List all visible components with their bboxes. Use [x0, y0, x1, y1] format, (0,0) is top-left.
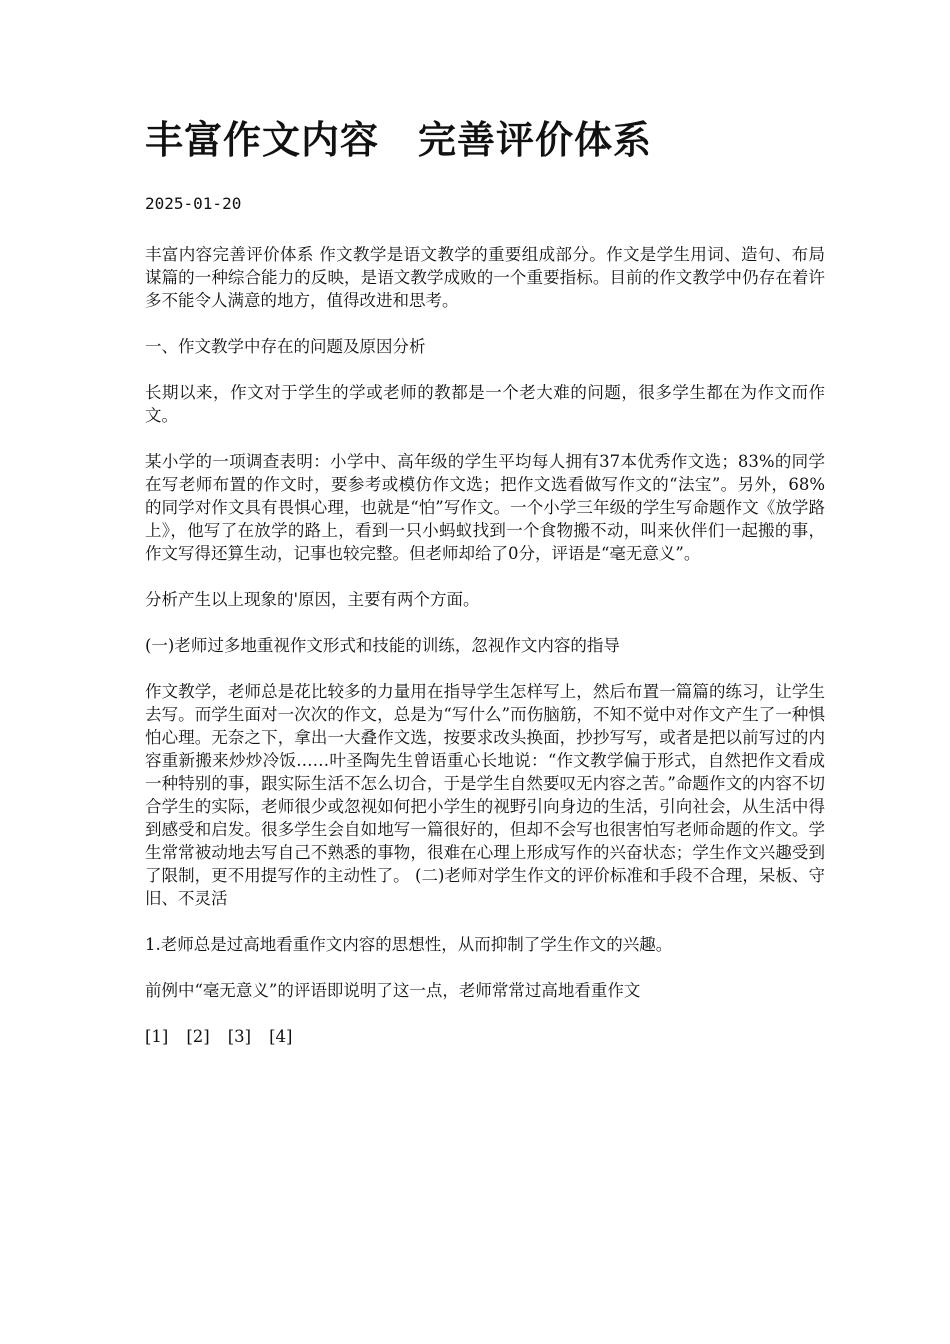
- page-link-4[interactable]: [4]: [269, 1027, 293, 1046]
- intro-paragraph: 丰富内容完善评价体系 作文教学是语文教学的重要组成部分。作文是学生用词、造句、布局谋篇的一种综合能力的反映，是语文教学成败的一个重要指标。目前的作文教学中仍存在着许多不能令人满意的地方，值得改进和思考。: [145, 245, 825, 310]
- page-title: 丰富作文内容 完善评价体系: [145, 118, 653, 162]
- point-one-paragraph: 1.老师总是过高地看重作文内容的思想性，从而抑制了学生作文的兴趣。: [145, 935, 673, 954]
- pagination: [145, 1025, 825, 1048]
- analysis-paragraph: 分析产生以上现象的'原因，主要有两个方面。: [145, 590, 480, 609]
- subsection-heading-one: (一)老师过多地重视作文形式和技能的训练，忽视作文内容的指导: [145, 636, 620, 655]
- body-paragraph: 长期以来，作文对于学生的学或老师的教都是一个老大难的问题，很多学生都在为作文而作文。: [145, 383, 825, 425]
- page-link-1[interactable]: [1]: [145, 1027, 169, 1046]
- example-paragraph: 前例中“毫无意义”的评语即说明了这一点，老师常常过高地看重作文: [145, 981, 641, 1000]
- document-page: [145, 112, 825, 1048]
- survey-paragraph: 某小学的一项调查表明：小学中、高年级的学生平均每人拥有37本优秀作文选；83%的同学在写老师布置的作文时，要参考或模仿作文选；把作文选看做写作文的“法宝”。另外，68%的同学对作文具有畏惧心理，也就是“怕”写作文。一个小学三年级的学生写命题作文《放学路上》，他写了在放学的路上，看到一只小蚂蚁找到一个食物搬不动，叫来伙伴们一起搬的事，作文写得还算生动，记事也较完整。但老师却给了0分，评语是“毫无意义”。: [145, 452, 825, 563]
- publish-date: 2025-01-20: [145, 194, 242, 213]
- page-link-3[interactable]: [3]: [227, 1027, 252, 1046]
- page-link-2[interactable]: [2]: [186, 1027, 210, 1046]
- section-heading-problems: 一、作文教学中存在的问题及原因分析: [145, 337, 426, 356]
- teaching-paragraph: 作文教学，老师总是花比较多的力量用在指导学生怎样写上，然后布置一篇篇的练习，让学生去写。而学生面对一次次的作文，总是为“写什么”而伤脑筋，不知不觉中对作文产生了一种惧怕心理。无奈之下，拿出一大叠作文选，按要求改头换面，抄抄写写，或者是把以前写过的内容重新搬来炒炒冷饭……叶圣陶先生曾语重心长地说：“作文教学偏于形式，自然把作文看成一种特别的事，跟实际生活不怎么切合，于是学生自然要叹无内容之苦。”命题作文的内容不切合学生的实际，老师很少或忽视如何把小学生的视野引向身边的生活，引向社会，从生活中得到感受和启发。很多学生会自如地写一篇很好的，但却不会写也很害怕写老师命题的作文。学生常常被动地去写自己不熟悉的事物，很难在心理上形成写作的兴奋状态；学生作文兴趣受到了限制，更不用提写作的主动性了。 (二)老师对学生作文的评价标准和手段不合理，呆板、守旧、不灵活: [145, 682, 825, 908]
